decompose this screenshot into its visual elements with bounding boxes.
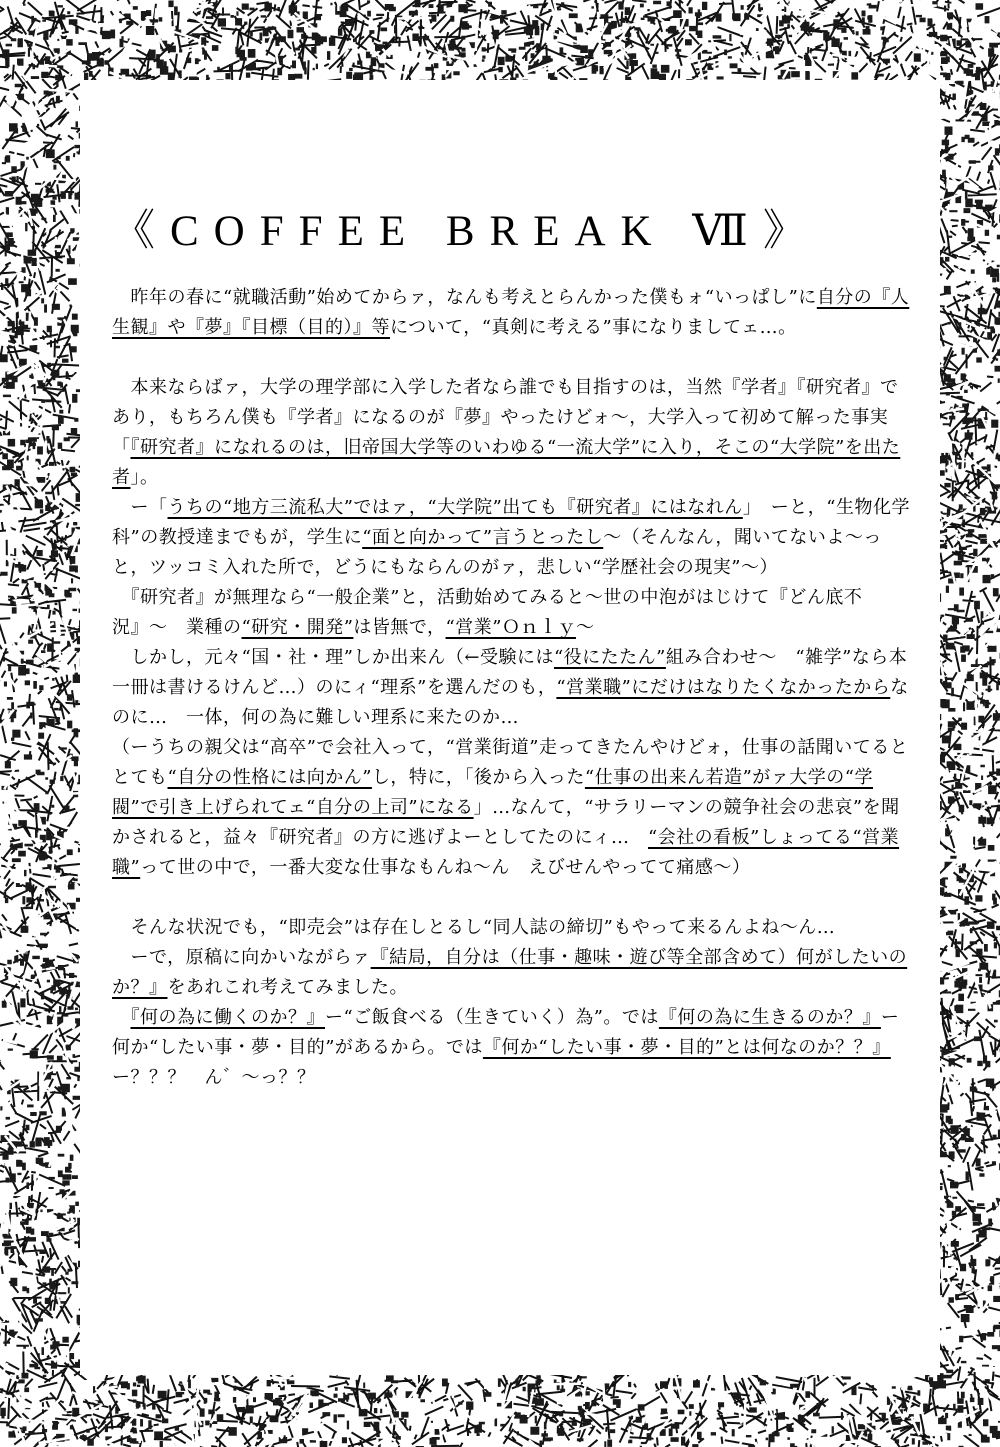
underlined-text: 『研究者』になれるのは，旧帝国大学等のいわゆる“一流大学”に入り，そこの“大学院”を出た者 [112,437,901,488]
content-panel [80,80,940,1375]
page-title: 《COFFEE BREAK Ⅶ》 [112,208,821,255]
text-segment: し，特に，「後から入った [371,767,585,788]
paragraph-p9 [112,1003,910,1093]
text-segment [112,1007,131,1028]
underlined-text: うちの“地方三流私大”ではァ，“大学院”出ても『研究者』にはなれん [167,497,743,518]
text-segment: 」…なんて，“サラリーマンの競争社会の悲哀”を聞かされると，益々『研究者』の方に逃げよーとしてたのにィ… [112,797,900,848]
text-segment: ー「 [112,497,168,518]
article-body [112,283,910,1093]
paragraph-p8 [112,943,910,1003]
text-segment: 本来ならばァ，大学の理学部に入学した者なら誰でも目指すのは，当然『学者』『研究者』であり，もちろん僕も『学者』になるのが『夢』やったけどォ〜，大学入って初めて解った事実「 [112,377,899,458]
underlined-text: “営業職”にだけはなりたくなかったから [556,677,891,698]
text-segment: ー何か“したい事・夢・目的”があるから。では [112,1007,900,1058]
text-segment: なのに… 一体，何の為に難しい理系に来たのか… [112,677,909,728]
text-segment: 」 ーと，“生物化学科”の教授達までもが，学生に [112,497,911,548]
underlined-text: “自分の性格には向かん” [167,767,372,788]
text-segment: そんな状況でも，“即売会”は存在しとるし“同人誌の締切”もやって来るんよね〜ん… [112,917,836,938]
text-segment: （ーうちの親父は“高卒”で会社入って，“営業街道”走ってきたんやけどォ，仕事の話聞いてるととても [112,737,909,788]
paragraph-p4 [112,583,910,643]
text-segment: ー“ご飯食べる（生きていく）為”。では [325,1007,659,1028]
underlined-text: “営業”Ｏｎｌｙ [445,617,576,638]
paragraph-p6 [112,733,910,883]
underlined-text: 『結局，自分は（仕事・趣味・遊び等全部含めて）何がしたいのか？』 [112,947,908,998]
underlined-text: 『何か“したい事・夢・目的”とは何なのか？？』 [482,1037,891,1058]
text-segment: ーで，原稿に向かいながらァ [112,947,371,968]
text-segment: って世の中で，一番大変な仕事なもんね〜ん えびせんやってて痛感〜） [140,857,751,878]
underlined-text: “会社の看板”しょってる“営業職” [112,827,900,878]
underlined-text: “面と向かって”言うとったし [362,527,604,548]
text-segment: ー？？？ ん゛〜っ？？ [112,1067,316,1088]
text-segment: 『研究者』が無理なら“一般企業”と，活動始めてみると〜世の中泡がはじけて『どん底不況』〜 業種の [112,587,863,638]
text-segment: 組み合わせ〜 “雑学”なら本一冊は書けるけんど…）のにィ“理系”を選んだのも， [112,647,908,698]
underlined-text: “役にたたん” [553,647,666,668]
underlined-text: “研究・開発” [241,617,354,638]
paragraph-p7 [112,913,910,943]
text-segment: について，“真剣に考える”事になりましてェ…。 [390,317,797,338]
text-segment: は皆無で， [353,617,446,638]
text-segment: 昨年の春に“就職活動”始めてからァ，なんも考えとらんかった僕もォ“いっぱし”に [112,287,817,308]
underlined-text: 『何の為に働くのか？』 [130,1007,325,1028]
underlined-text: 『何の為に生きるのか？』 [658,1007,881,1028]
text-segment: をあれこれ考えてみました。 [167,977,408,998]
paragraph-p3 [112,493,910,583]
text-segment: しかし，元々“国・社・理”しか出来ん（←受験には [112,647,554,668]
text-segment: 」。 [130,467,159,488]
underlined-text: 自分の『人生観』や『夢』『目標（目的）』等 [112,287,910,338]
text-segment: 〜 [575,617,595,638]
paragraph-p5 [112,643,910,733]
underlined-text: “仕事の出来ん若造”がァ大学の“学閥”で引き上げられてェ“自分の上司”になる [112,767,874,818]
paragraph-p2 [112,373,910,493]
paragraph-p1 [112,283,910,343]
text-segment: 〜（そんなん，聞いてないよ〜っ と，ツッコミ入れた所で，どうにもならんのがァ，悲しい“学歴社会の現実”〜） [112,527,901,578]
